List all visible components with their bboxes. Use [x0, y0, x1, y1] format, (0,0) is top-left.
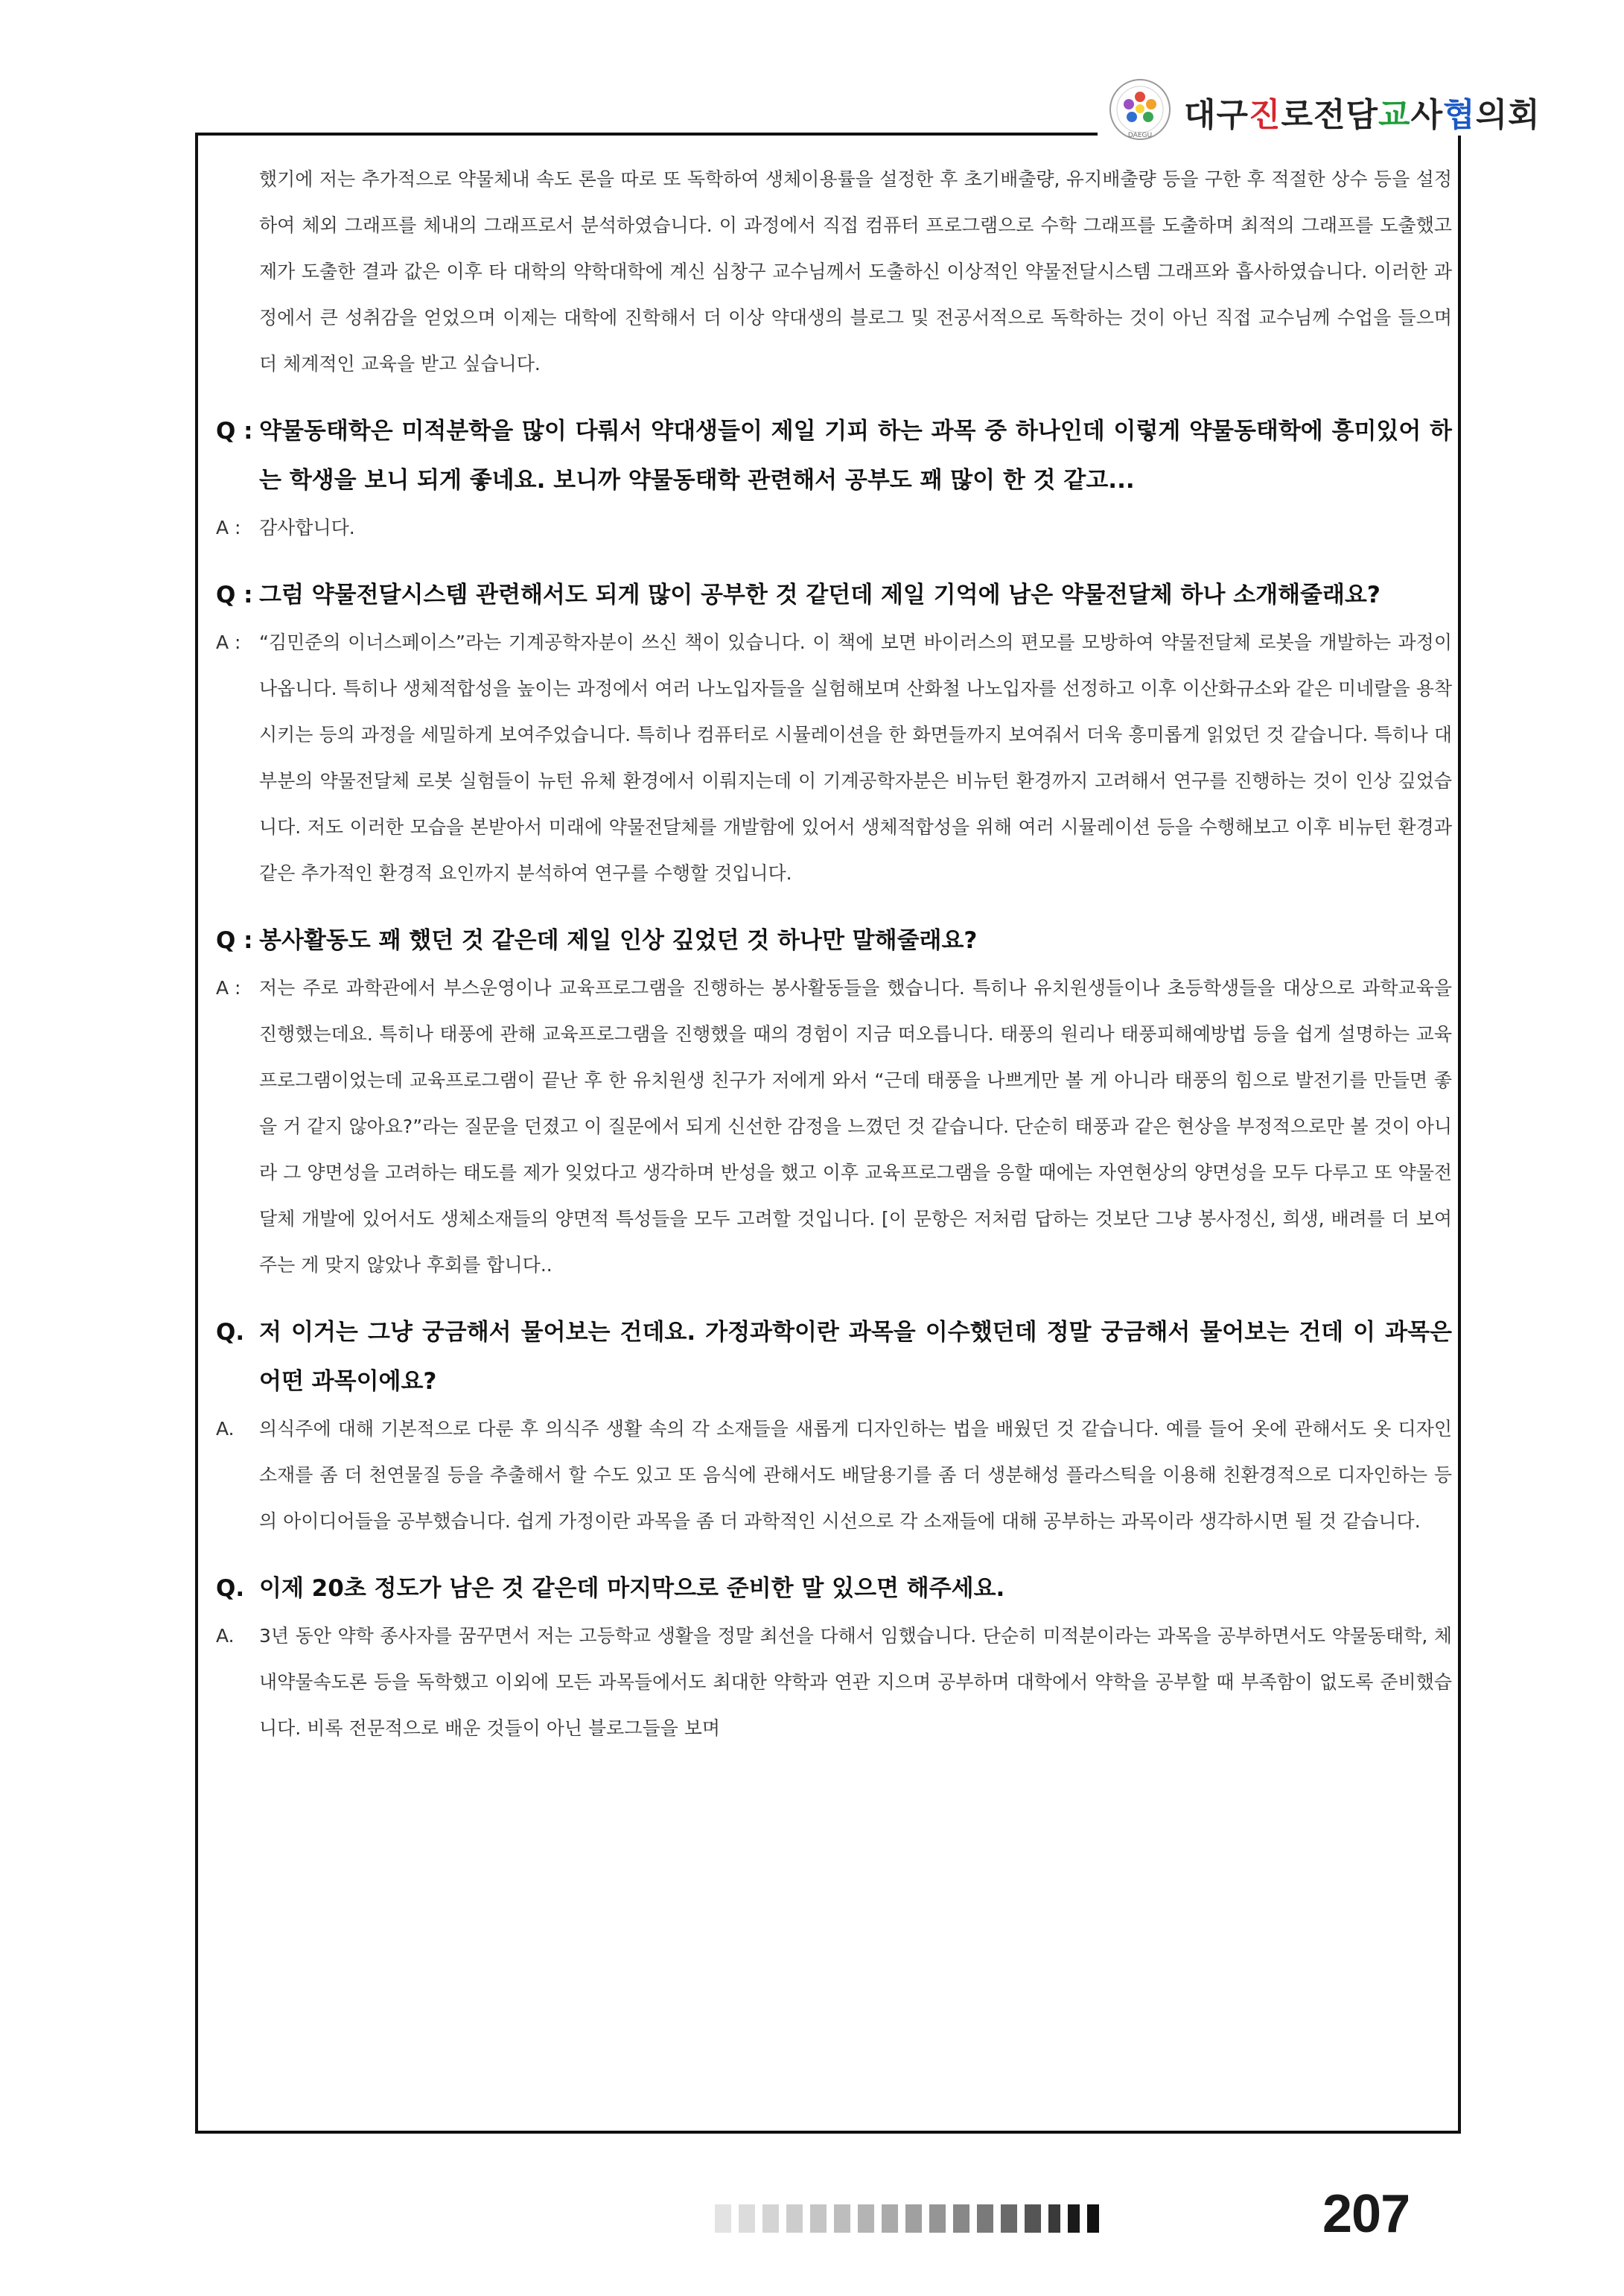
answer [216, 620, 1452, 897]
footer-bar-segment [810, 2204, 827, 2233]
org-name-part: 교 [1378, 96, 1411, 134]
question-text: 그럼 약물전달시스템 관련해서도 되게 많이 공부한 것 같던데 제일 기억에 남은 약물전달체 하나 소개해줄래요? [259, 582, 1381, 608]
question [216, 916, 1452, 965]
council-emblem-icon [1108, 77, 1172, 141]
answer-label: A. [216, 1418, 235, 1440]
footer-bar-segment [977, 2204, 993, 2233]
document-body [216, 156, 1452, 1752]
page-progress-bars [715, 2204, 1099, 2233]
answer-text: 감사합니다. [259, 517, 355, 538]
answer [216, 1406, 1452, 1545]
question-label: Q : [216, 582, 253, 608]
org-name-part: 사 [1410, 96, 1444, 134]
question-label: Q : [216, 927, 253, 954]
footer-bar-segment [1001, 2204, 1017, 2233]
footer-bar-segment [1048, 2204, 1060, 2233]
answer-label: A : [216, 517, 241, 538]
question [216, 1308, 1452, 1406]
organization-name [1184, 95, 1541, 136]
org-name-part: 진 [1249, 96, 1281, 134]
question-text: 저 이거는 그냥 궁금해서 물어보는 건데요. 가정과학이란 과목을 이수했던데 정말 궁금해서 물어보는 건데 이 과목은 어떤 과목이에요? [259, 1319, 1452, 1395]
footer-bar-segment [929, 2204, 946, 2233]
answer [216, 1613, 1452, 1752]
footer-bar-segment [715, 2204, 731, 2233]
answer [216, 505, 1452, 551]
footer-bar-segment [834, 2204, 850, 2233]
org-name-part: 의회 [1475, 96, 1541, 134]
footer-bar-segment [1025, 2204, 1041, 2233]
footer-bar-segment [1087, 2204, 1099, 2233]
footer-bar-segment [858, 2204, 874, 2233]
question-text: 이제 20초 정도가 남은 것 같은데 마지막으로 준비한 말 있으면 해주세요. [259, 1575, 1005, 1602]
question [216, 1564, 1452, 1613]
org-name-part: 대구 [1184, 96, 1249, 134]
answer-text: 의식주에 대해 기본적으로 다룬 후 의식주 생활 속의 각 소재들을 새롭게 디자인하는 법을 배웠던 것 같습니다. 예를 들어 옷에 관해서도 옷 디자인 소재를 좀 더 천연물질 등을 추출해서 할 수도 있고 또 음식에 관해서도 배달용기를 좀 더 생분해성 플라스틱을 이용해 친환경적으로 디자인하는 등의 아이디어들을 공부했습니다. 쉽게 가정이란 과목을 좀 더 과학적인 시선으로 각 소재들에 대해 공부하는 과목이라 생각하시면 될 것 같습니다. [259, 1418, 1452, 1532]
footer-bar-segment [953, 2204, 969, 2233]
answer [216, 965, 1452, 1288]
question-label: Q. [216, 1575, 245, 1602]
footer-bar-segment [739, 2204, 755, 2233]
question-text: 봉사활동도 꽤 했던 것 같은데 제일 인상 깊었던 것 하나만 말해줄래요? [259, 927, 978, 954]
answer-label: A : [216, 632, 241, 653]
footer-bar-segment [882, 2204, 898, 2233]
footer-bar-segment [762, 2204, 779, 2233]
page-number: 207 [1322, 2184, 1410, 2244]
answer-label: A. [216, 1625, 235, 1647]
footer-bar-segment [786, 2204, 803, 2233]
question [216, 570, 1452, 620]
org-name-part: 협 [1443, 96, 1476, 134]
answer-text: “김민준의 이너스페이스”라는 기계공학자분이 쓰신 책이 있습니다. 이 책에 보면 바이러스의 편모를 모방하여 약물전달체 로봇을 개발하는 과정이 나옵니다. 특히나 생체적합성을 높이는 과정에서 여러 나노입자들을 실험해보며 산화철 나노입자를 선정하고 이후 이산화규소와 같은 미네랄을 용착시키는 등의 과정을 세밀하게 보여주었습니다. 특히나 컴퓨터로 시뮬레이션을 한 화면들까지 보여줘서 더욱 흥미롭게 읽었던 것 같습니다. 특히나 대부분의 약물전달체 로봇 실험들이 뉴턴 유체 환경에서 이뤄지는데 이 기계공학자분은 비뉴턴 환경까지 고려해서 연구를 진행하는 것이 인상 깊었습니다. 저도 이러한 모습을 본받아서 미래에 약물전달체를 개발함에 있어서 생체적합성을 위해 여러 시뮬레이션 등을 수행해보고 이후 비뉴턴 환경과 같은 추가적인 환경적 요인까지 분석하여 연구를 수행할 것입니다. [259, 632, 1452, 884]
footer-bar-segment [905, 2204, 922, 2233]
answer-label: A : [216, 977, 241, 999]
org-name-part: 로전담 [1281, 96, 1379, 134]
question-label: Q : [216, 418, 253, 445]
question [216, 407, 1452, 505]
answer-text: 3년 동안 약학 종사자를 꿈꾸면서 저는 고등학교 생활을 정말 최선을 다해서 임했습니다. 단순히 미적분이라는 과목을 공부하면서도 약물동태학, 체내약물속도론 등을 독학했고 이외에 모든 과목들에서도 최대한 약학과 연관 지으며 공부하며 대학에서 약학을 공부할 때 부족함이 없도록 준비했습니다. 비록 전문적으로 배운 것들이 아닌 블로그들을 보며 [259, 1625, 1452, 1739]
qa-list [216, 387, 1452, 1752]
footer-bar-segment [1068, 2204, 1080, 2233]
intro-paragraph: 했기에 저는 추가적으로 약물체내 속도 론을 따로 또 독학하여 생체이용률을 설정한 후 초기배출량, 유지배출량 등을 구한 후 적절한 상수 등을 설정하여 체외 그래프를 체내의 그래프로서 분석하였습니다. 이 과정에서 직접 컴퓨터 프로그램으로 수학 그래프를 도출하며 최적의 그래프를 도출했고 제가 도출한 결과 값은 이후 타 대학의 약학대학에 계신 심창구 교수님께서 도출하신 이상적인 약물전달시스템 그래프와 흡사하였습니다. 이러한 과정에서 큰 성취감을 얻었으며 이제는 대학에 진학해서 더 이상 약대생의 블로그 및 전공서적으로 독학하는 것이 아닌 직접 교수님께 수업을 들으며 더 체계적인 교육을 받고 싶습니다. [259, 168, 1452, 375]
question-label: Q. [216, 1319, 245, 1346]
answer-text: 저는 주로 과학관에서 부스운영이나 교육프로그램을 진행하는 봉사활동들을 했습니다. 특히나 유치원생들이나 초등학생들을 대상으로 과학교육을 진행했는데요. 특히나 태풍에 관해 교육프로그램을 진행했을 때의 경험이 지금 떠오릅니다. 태풍의 원리나 태풍피해예방법 등을 쉽게 설명하는 교육프로그램이었는데 교육프로그램이 끝난 후 한 유치원생 친구가 저에게 와서 “근데 태풍을 나쁘게만 볼 게 아니라 태풍의 힘으로 발전기를 만들면 좋을 거 같지 않아요?”라는 질문을 던졌고 이 질문에서 되게 신선한 감정을 느꼈던 것 같습니다. 단순히 태풍과 같은 현상을 부정적으로만 볼 것이 아니라 그 양면성을 고려하는 태도를 제가 잊었다고 생각하며 반성을 했고 이후 교육프로그램을 응할 때에는 자연현상의 양면성을 모두 다루고 또 약물전달체 개발에 있어서도 생체소재들의 양면적 특성들을 모두 고려할 것입니다. [이 문항은 저처럼 답하는 것보단 그냥 봉사정신, 희생, 배려를 더 보여주는 게 맞지 않았나 후회를 합니다.. [259, 977, 1452, 1276]
question-text: 약물동태학은 미적분학을 많이 다뤄서 약대생들이 제일 기피 하는 과목 중 하나인데 이렇게 약물동태학에 흥미있어 하는 학생을 보니 되게 좋네요. 보니까 약물동태학 관련해서 공부도 꽤 많이 한 것 같고... [259, 418, 1452, 494]
svg-text:DAEGU: DAEGU [1127, 132, 1153, 139]
